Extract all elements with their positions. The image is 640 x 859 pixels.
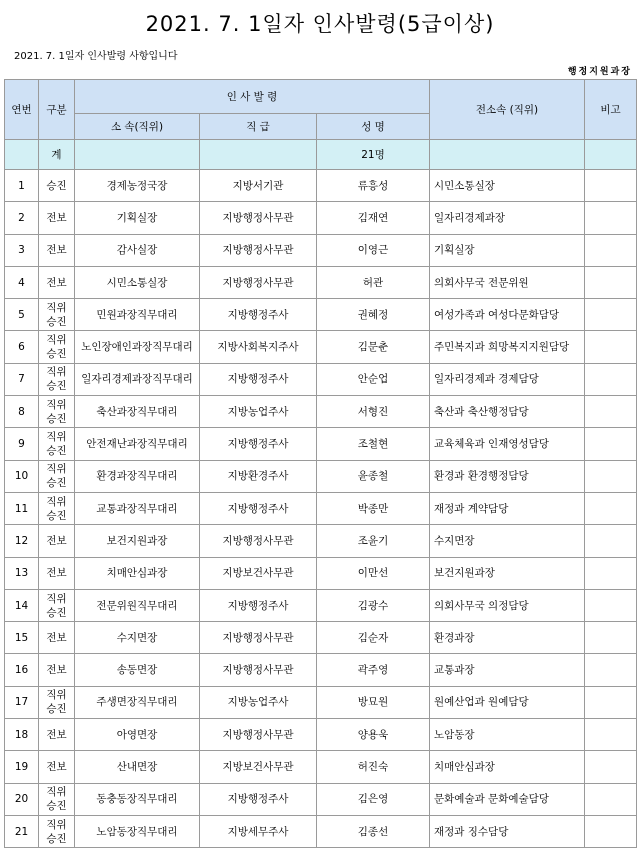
cell-type: 직위 승진: [39, 428, 75, 460]
cell-office: 노암동장직무대리: [75, 815, 200, 847]
cell-type: 직위 승진: [39, 460, 75, 492]
table-row: [5, 428, 637, 460]
cell-no: 12: [5, 525, 39, 557]
cell-office: 민원과장직무대리: [75, 299, 200, 331]
header-office: 소 속(직위): [75, 114, 200, 140]
cell-grade: 지방행정사무관: [200, 202, 317, 234]
cell-name: 윤종철: [317, 460, 430, 492]
cell-grade: 지방행정사무관: [200, 234, 317, 266]
cell-no: 7: [5, 363, 39, 395]
cell-grade: 지방환경주사: [200, 460, 317, 492]
cell-no: 15: [5, 622, 39, 654]
cell-note: [585, 654, 637, 686]
cell-name: 안순업: [317, 363, 430, 395]
cell-prev: 원예산업과 원예담당: [430, 686, 585, 718]
cell-note: [585, 170, 637, 202]
summary-count: 21명: [317, 140, 430, 170]
cell-prev: 의회사무국 전문위원: [430, 266, 585, 298]
cell-name: 허관: [317, 266, 430, 298]
table-row: [5, 751, 637, 783]
cell-prev: 환경과장: [430, 622, 585, 654]
cell-name: 박종만: [317, 492, 430, 524]
cell-type: 전보: [39, 654, 75, 686]
cell-no: 13: [5, 557, 39, 589]
cell-office: 환경과장직무대리: [75, 460, 200, 492]
cell-type: 전보: [39, 719, 75, 751]
header-grade: 직 급: [200, 114, 317, 140]
cell-prev: 수지면장: [430, 525, 585, 557]
cell-no: 16: [5, 654, 39, 686]
cell-prev: 교통과장: [430, 654, 585, 686]
table-row: [5, 331, 637, 363]
cell-type: 직위 승진: [39, 783, 75, 815]
cell-no: 11: [5, 492, 39, 524]
cell-office: 아영면장: [75, 719, 200, 751]
cell-type: 전보: [39, 266, 75, 298]
cell-prev: 주민복지과 희망복지지원담당: [430, 331, 585, 363]
cell-name: 이만선: [317, 557, 430, 589]
cell-type: 전보: [39, 622, 75, 654]
cell-name: 류흥성: [317, 170, 430, 202]
cell-grade: 지방행정사무관: [200, 525, 317, 557]
cell-type: 전보: [39, 525, 75, 557]
cell-office: 치매안심과장: [75, 557, 200, 589]
cell-prev: 치매안심과장: [430, 751, 585, 783]
cell-name: 곽주영: [317, 654, 430, 686]
cell-note: [585, 396, 637, 428]
cell-note: [585, 363, 637, 395]
cell-prev: 보건지원과장: [430, 557, 585, 589]
table-row: [5, 170, 637, 202]
cell-office: 수지면장: [75, 622, 200, 654]
cell-note: [585, 686, 637, 718]
table-row: [5, 589, 637, 621]
cell-office: 일자리경제과장직무대리: [75, 363, 200, 395]
header-prev: [430, 80, 585, 140]
cell-no: 3: [5, 234, 39, 266]
cell-note: [585, 331, 637, 363]
cell-no: 1: [5, 170, 39, 202]
cell-no: 17: [5, 686, 39, 718]
cell-grade: 지방행정주사: [200, 363, 317, 395]
cell-note: [585, 202, 637, 234]
header-appointment: 인 사 발 령: [75, 80, 430, 114]
cell-grade: 지방세무주사: [200, 815, 317, 847]
cell-grade: 지방행정사무관: [200, 622, 317, 654]
cell-no: 5: [5, 299, 39, 331]
cell-grade: 지방행정주사: [200, 428, 317, 460]
cell-type: 전보: [39, 751, 75, 783]
summary-label: 계: [39, 140, 75, 170]
header-prev-label: 전소속 (직위): [475, 103, 539, 116]
cell-name: 양용욱: [317, 719, 430, 751]
table-row: [5, 202, 637, 234]
table-row: [5, 654, 637, 686]
cell-prev: 시민소통실장: [430, 170, 585, 202]
cell-name: 김광수: [317, 589, 430, 621]
cell-type: 승진: [39, 170, 75, 202]
personnel-table: [4, 79, 637, 848]
cell-type: 직위 승진: [39, 331, 75, 363]
cell-note: [585, 719, 637, 751]
cell-grade: 지방서기관: [200, 170, 317, 202]
cell-office: 기획실장: [75, 202, 200, 234]
cell-grade: 지방농업주사: [200, 686, 317, 718]
cell-note: [585, 622, 637, 654]
cell-note: [585, 815, 637, 847]
cell-grade: 지방행정사무관: [200, 654, 317, 686]
cell-office: 전문위원직무대리: [75, 589, 200, 621]
cell-type: 직위 승진: [39, 363, 75, 395]
cell-no: 18: [5, 719, 39, 751]
cell-no: 8: [5, 396, 39, 428]
cell-note: [585, 557, 637, 589]
cell-note: [585, 751, 637, 783]
cell-prev: 여성가족과 여성다문화담당: [430, 299, 585, 331]
cell-name: 김문춘: [317, 331, 430, 363]
cell-name: 조윤기: [317, 525, 430, 557]
cell-no: 20: [5, 783, 39, 815]
cell-office: 안전재난과장직무대리: [75, 428, 200, 460]
cell-office: 경제농정국장: [75, 170, 200, 202]
cell-office: 보건지원과장: [75, 525, 200, 557]
cell-type: 직위 승진: [39, 492, 75, 524]
cell-name: 서형진: [317, 396, 430, 428]
cell-type: 직위 승진: [39, 589, 75, 621]
cell-office: 송동면장: [75, 654, 200, 686]
cell-note: [585, 525, 637, 557]
cell-office: 동충동장직무대리: [75, 783, 200, 815]
cell-grade: 지방행정주사: [200, 589, 317, 621]
cell-office: 축산과장직무대리: [75, 396, 200, 428]
cell-no: 21: [5, 815, 39, 847]
cell-note: [585, 299, 637, 331]
cell-office: 교통과장직무대리: [75, 492, 200, 524]
cell-prev: 의회사무국 의정담당: [430, 589, 585, 621]
table-row: [5, 363, 637, 395]
table-row: [5, 266, 637, 298]
cell-grade: 지방보건사무관: [200, 751, 317, 783]
cell-grade: 지방행정주사: [200, 492, 317, 524]
cell-type: 직위 승진: [39, 815, 75, 847]
summary-row: [5, 140, 637, 170]
header-note: 비고: [585, 80, 637, 140]
table-row: [5, 557, 637, 589]
cell-no: 4: [5, 266, 39, 298]
cell-prev: 일자리경제과 경제담당: [430, 363, 585, 395]
cell-type: 직위 승진: [39, 686, 75, 718]
cell-prev: 노암동장: [430, 719, 585, 751]
cell-no: 10: [5, 460, 39, 492]
cell-name: 권혜정: [317, 299, 430, 331]
cell-note: [585, 589, 637, 621]
cell-prev: 재정과 징수담당: [430, 815, 585, 847]
cell-no: 9: [5, 428, 39, 460]
cell-office: 산내면장: [75, 751, 200, 783]
header-name: 성 명: [317, 114, 430, 140]
cell-grade: 지방행정주사: [200, 783, 317, 815]
cell-note: [585, 428, 637, 460]
document-title: 2021. 7. 1일자 인사발령(5급이상): [145, 12, 495, 36]
cell-prev: 재정과 계약담당: [430, 492, 585, 524]
cell-name: 이영근: [317, 234, 430, 266]
header-type: 구분: [39, 80, 75, 140]
table-row: [5, 525, 637, 557]
cell-office: 시민소통실장: [75, 266, 200, 298]
cell-prev: 기획실장: [430, 234, 585, 266]
table-row: [5, 686, 637, 718]
cell-name: 김재연: [317, 202, 430, 234]
document-subtitle: 2021. 7. 1일자 인사발령 사항입니다: [14, 51, 178, 62]
cell-no: 2: [5, 202, 39, 234]
table-row: [5, 299, 637, 331]
table-row: [5, 492, 637, 524]
table-row: [5, 719, 637, 751]
cell-type: 직위 승진: [39, 299, 75, 331]
cell-name: 김은영: [317, 783, 430, 815]
cell-name: 방묘원: [317, 686, 430, 718]
cell-name: 김종선: [317, 815, 430, 847]
cell-no: 6: [5, 331, 39, 363]
cell-name: 허진숙: [317, 751, 430, 783]
department-label: 행정지원과장: [567, 67, 632, 77]
cell-note: [585, 234, 637, 266]
cell-office: 노인장애인과장직무대리: [75, 331, 200, 363]
cell-prev: 축산과 축산행정담당: [430, 396, 585, 428]
table-row: [5, 396, 637, 428]
cell-prev: 환경과 환경행정담당: [430, 460, 585, 492]
cell-office: 감사실장: [75, 234, 200, 266]
cell-note: [585, 460, 637, 492]
cell-grade: 지방행정사무관: [200, 266, 317, 298]
cell-grade: 지방보건사무관: [200, 557, 317, 589]
table-row: [5, 622, 637, 654]
cell-grade: 지방행정주사: [200, 299, 317, 331]
table-row: [5, 783, 637, 815]
cell-no: 19: [5, 751, 39, 783]
cell-note: [585, 266, 637, 298]
cell-note: [585, 783, 637, 815]
table-row: [5, 815, 637, 847]
table-row: [5, 234, 637, 266]
cell-type: 직위 승진: [39, 396, 75, 428]
cell-type: 전보: [39, 557, 75, 589]
table-row: [5, 460, 637, 492]
cell-grade: 지방사회복지주사: [200, 331, 317, 363]
cell-grade: 지방행정사무관: [200, 719, 317, 751]
cell-office: 주생면장직무대리: [75, 686, 200, 718]
cell-prev: 교육체육과 인재영성담당: [430, 428, 585, 460]
cell-name: 김순자: [317, 622, 430, 654]
header-no: 연번: [5, 80, 39, 140]
cell-type: 전보: [39, 234, 75, 266]
cell-no: 14: [5, 589, 39, 621]
cell-grade: 지방농업주사: [200, 396, 317, 428]
cell-prev: 일자리경제과장: [430, 202, 585, 234]
cell-prev: 문화예술과 문화예술담당: [430, 783, 585, 815]
cell-note: [585, 492, 637, 524]
cell-name: 조철현: [317, 428, 430, 460]
cell-type: 전보: [39, 202, 75, 234]
